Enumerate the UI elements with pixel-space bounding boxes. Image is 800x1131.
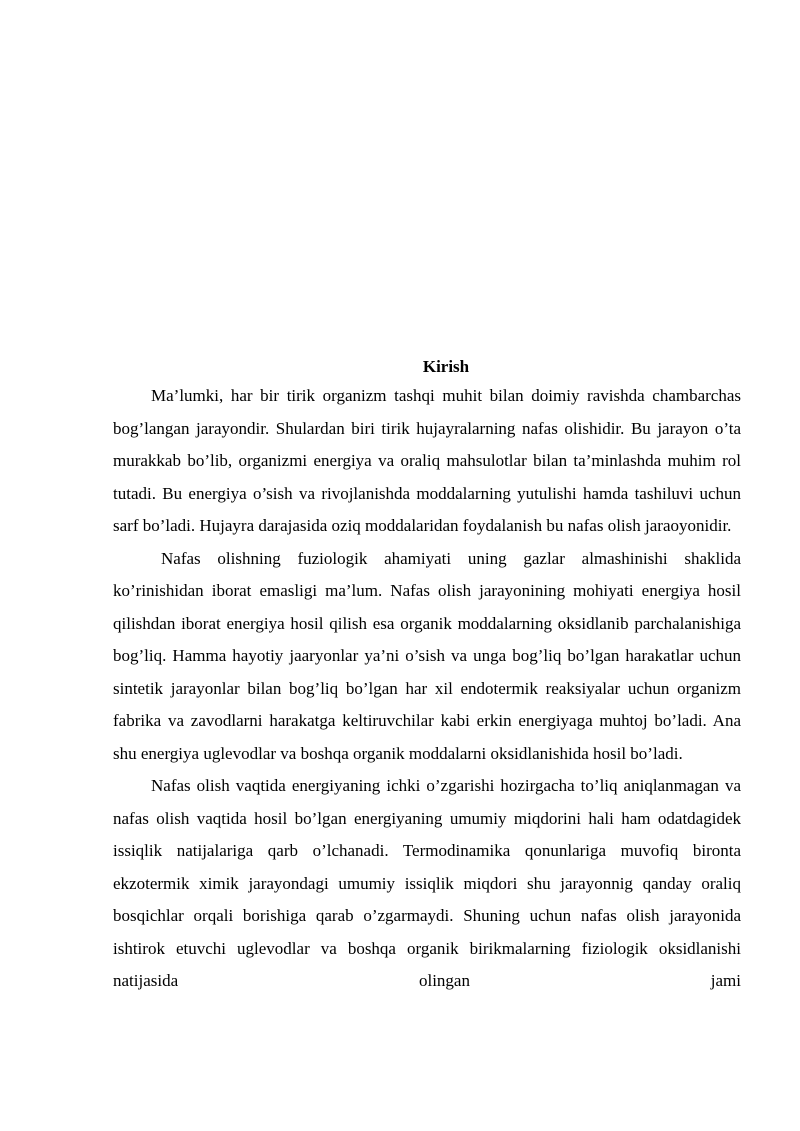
document-body — [113, 354, 741, 998]
paragraph-1: Ma’lumki, har bir tirik organizm tashqi muhit bilan doimiy ravishda chambarchas bog’langan jarayondir. Shulardan biri tirik hujayralarning nafas olishidir. Bu jarayon o’ta murakkab bo’lib, organizmi energiya va oraliq mahsulotlar bilan ta’minlashda muhim rol tutadi. Bu energiya o’sish va rivojlanishda moddalarning yutulishi hamda tashiluvi uchun sarf bo’ladi. Hujayra darajasida oziq moddalaridan foydalanish bu nafas olish jaraoyonidir. — [113, 386, 741, 535]
paragraph-3: Nafas olish vaqtida energiyaning ichki o’zgarishi hozirgacha to’liq aniqlanmagan va nafas olish vaqtida hosil bo’lgan energiyaning umumiy miqdorini hali ham odatdagidek issiqlik natijalariga qarb o’lchanadi. Termodinamika qonunlariga muvofiq bironta ekzotermik ximik jarayondagi umumiy issiqlik miqdori shu jarayonnig qanday oraliq bosqichlar orqali borishiga qarab o’zgarmaydi. Shuning uchun nafas olish jarayonida ishtirok etuvchi uglevodlar va boshqa organik birikmalarning fiziologik oksidlanishi natijasida olingan jami — [113, 776, 741, 990]
paragraph-2: Nafas olishning fuziologik ahamiyati uning gazlar almashinishi shaklida ko’rinishidan iborat emasligi ma’lum. Nafas olish jarayonining mohiyati energiya hosil qilishdan iborat energiya hosil qilish esa organik moddalarning oksidlanib parchalanishiga bog’liq. Hamma hayotiy jaaryonlar ya’ni o’sish va unga bog’liq bo’lgan harakatlar uchun sintetik jarayonlar bilan bog’liq bo’lgan har xil endotermik reaksiyalar uchun organizm fabrika va zavodlarni harakatga keltiruvchilar kabi erkin energiyaga muhtoj bo’ladi. Ana shu energiya uglevodlar va boshqa organik moddalarni oksidlanishida hosil bo’ladi. — [113, 548, 741, 763]
section-heading: Kirish — [422, 357, 470, 376]
